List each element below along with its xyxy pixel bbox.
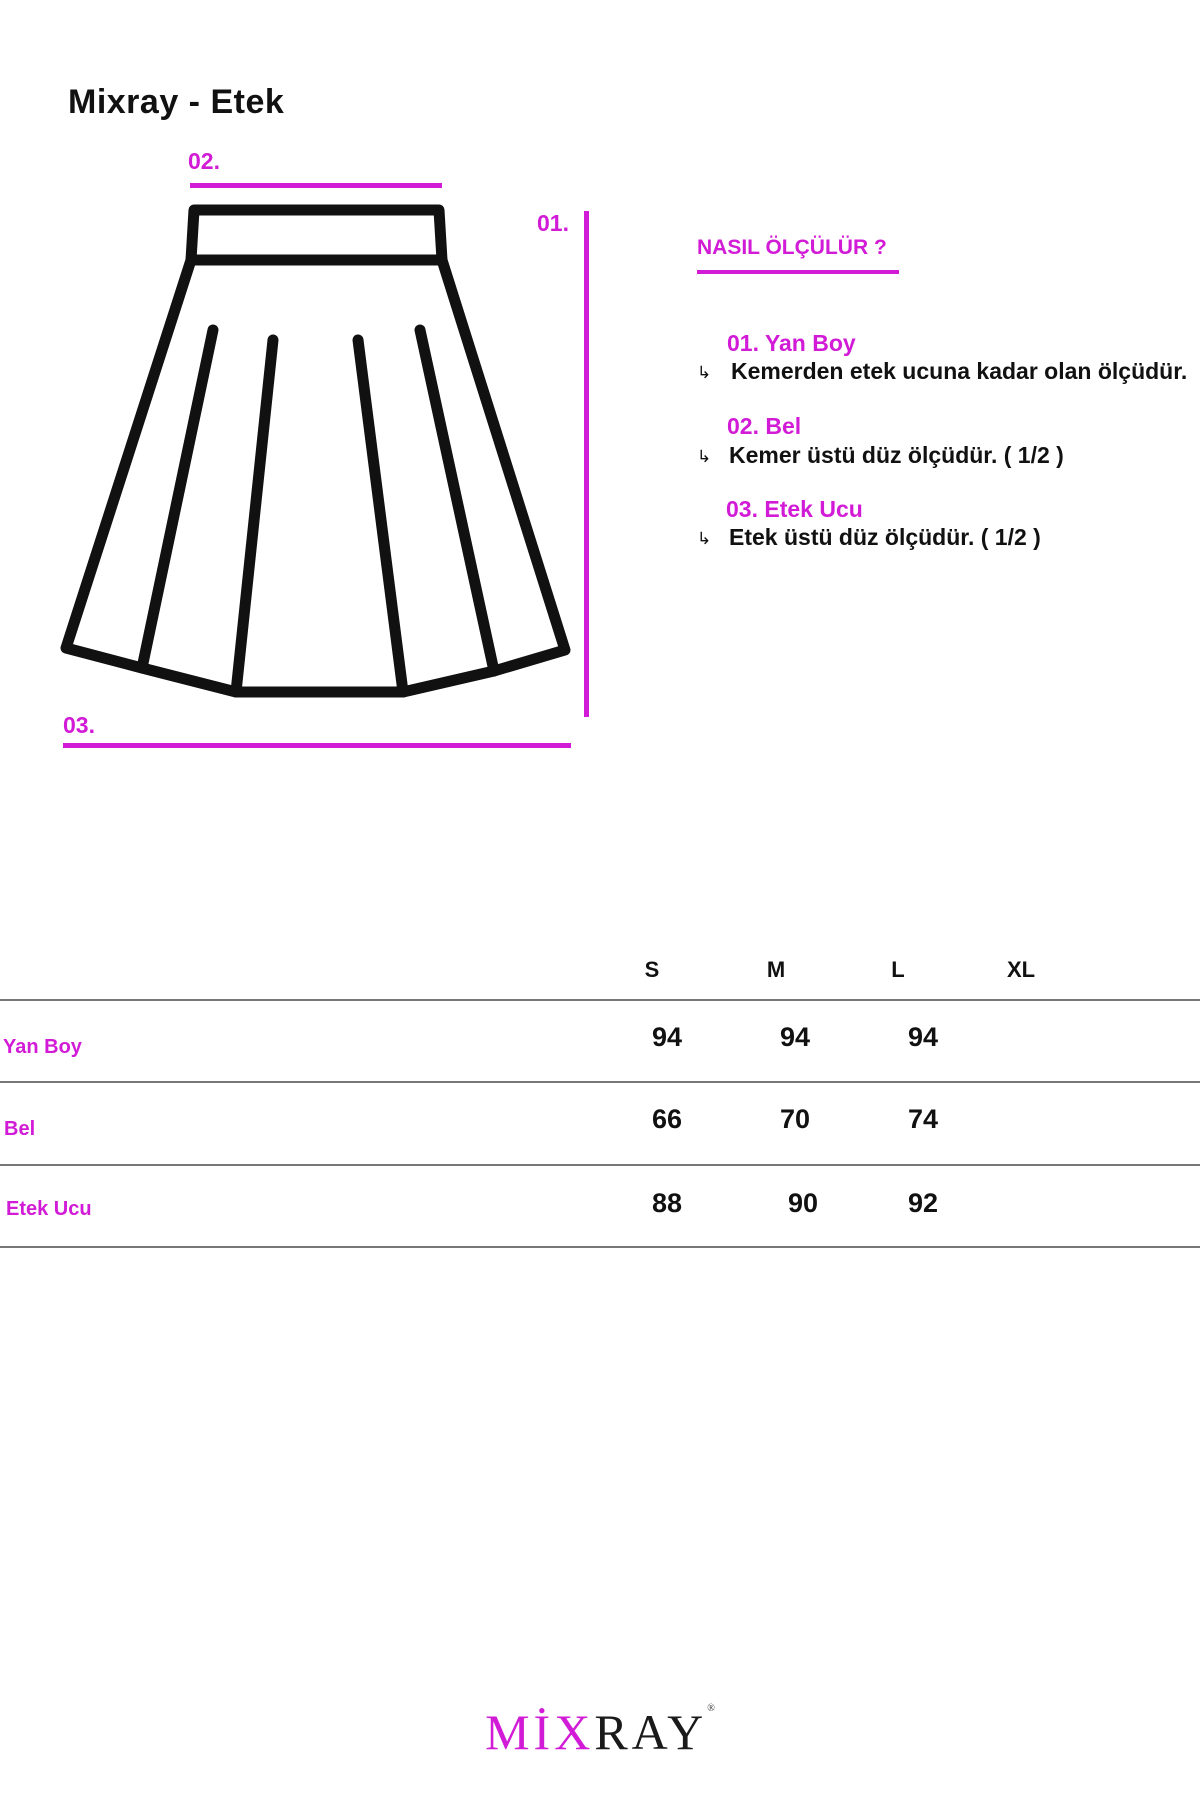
page-title: Mixray - Etek — [68, 83, 285, 121]
skirt-waistband-outline — [191, 210, 442, 260]
step-description: Kemerden etek ucuna kadar olan ölçüdür. — [731, 358, 1188, 384]
step-description: Kemer üstü düz ölçüdür. ( 1/2 ) — [729, 442, 1064, 468]
measure-label-02: 02. — [188, 148, 220, 174]
how-to-measure-title: NASIL ÖLÇÜLÜR ? — [697, 236, 887, 259]
table-cell: 94 — [779, 1022, 811, 1052]
step-title: 03. Etek Ucu — [726, 496, 863, 522]
how-to-measure-underline — [697, 270, 899, 274]
hem-measure-line — [63, 743, 571, 748]
table-divider — [0, 1164, 1200, 1166]
skirt-pleat-line — [358, 340, 403, 692]
table-cell: 74 — [907, 1104, 939, 1134]
table-cell: 70 — [779, 1104, 811, 1134]
table-cell: 94 — [651, 1022, 683, 1052]
skirt-pleat-line — [236, 340, 273, 692]
measure-label-01: 01. — [537, 210, 569, 236]
table-divider — [0, 1081, 1200, 1083]
row-label-etek-ucu: Etek Ucu — [6, 1198, 92, 1220]
step-title: 02. Bel — [727, 413, 802, 439]
skirt-outline — [66, 260, 565, 692]
registered-mark: ® — [707, 1703, 715, 1714]
table-cell: 92 — [907, 1188, 939, 1218]
row-label-bel: Bel — [4, 1118, 36, 1140]
step-description: Etek üstü düz ölçüdür. ( 1/2 ) — [729, 524, 1041, 550]
table-cell: 94 — [907, 1022, 939, 1052]
skirt-illustration — [50, 190, 580, 730]
table-cell: 88 — [651, 1188, 683, 1218]
table-divider — [0, 999, 1200, 1001]
column-header-s: S — [644, 957, 660, 982]
length-measure-line — [584, 211, 589, 717]
logo-text-part2: RAY — [594, 1704, 708, 1760]
column-header-xl: XL — [1006, 957, 1036, 982]
table-cell: 66 — [651, 1104, 683, 1134]
arrow-return-icon: ↳ — [697, 363, 712, 382]
arrow-return-icon: ↳ — [697, 529, 712, 548]
logo-text-part1: MİX — [485, 1704, 595, 1760]
table-divider — [0, 1246, 1200, 1248]
table-cell: 90 — [787, 1188, 819, 1218]
row-label-yan-boy: Yan Boy — [3, 1036, 82, 1058]
brand-logo — [460, 1703, 740, 1761]
waist-measure-line — [190, 183, 442, 188]
column-header-l: L — [891, 957, 905, 982]
column-header-m: M — [766, 957, 786, 982]
measure-label-03: 03. — [63, 712, 95, 738]
arrow-return-icon: ↳ — [697, 447, 712, 466]
step-title: 01. Yan Boy — [727, 330, 856, 356]
